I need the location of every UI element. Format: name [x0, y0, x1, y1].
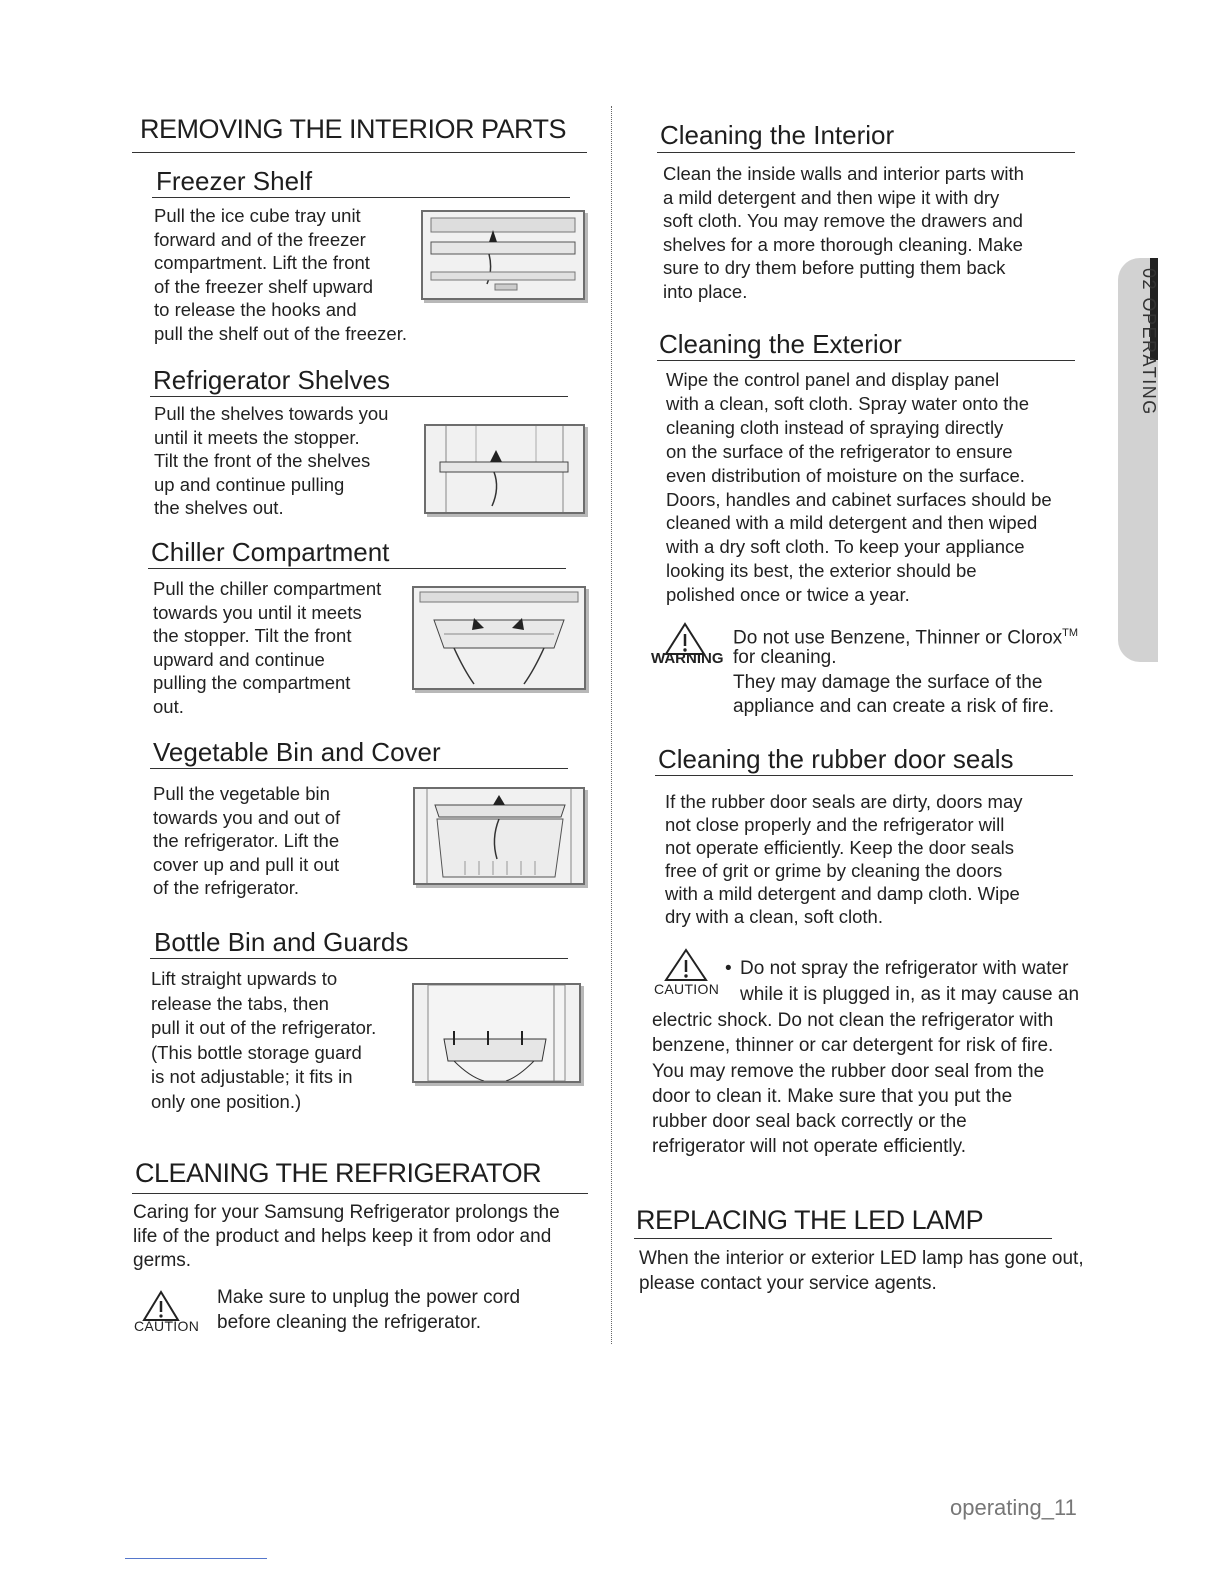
vegetable-bin-illustration: [413, 787, 585, 885]
refrigerator-shelves-illustration: [424, 424, 585, 514]
section-title-cleaning: CLEANING THE REFRIGERATOR: [135, 1158, 542, 1188]
caution-line-2: while it is plugged in, as it may cause an: [740, 984, 1080, 1005]
cleaning-intro-text: Caring for your Samsung Refrigerator prolongs the life of the product and helps keep it from odor and germs.: [133, 1202, 560, 1271]
freezer-shelf-text: Pull the ice cube tray unit forward and of the freezer compartment. Lift the front of the freezer shelf upward to release the hooks and pull the shelf out of the freezer.: [154, 205, 407, 344]
warning-line-3: They may damage the surface of the: [733, 672, 1043, 693]
refrigerator-shelves-heading: Refrigerator Shelves: [153, 365, 390, 395]
cleaning-exterior-heading: Cleaning the Exterior: [659, 329, 902, 359]
caution-label: CAUTION: [134, 1318, 200, 1334]
column-divider: [611, 106, 612, 1344]
warning-line-1: Do not use Benzene, Thinner or Clorox™: [733, 627, 1079, 649]
caution-text: Make sure to unplug the power cord before cleaning the refrigerator.: [217, 1287, 521, 1333]
led-lamp-text: When the interior or exterior LED lamp has gone out, please contact your service agents.: [639, 1248, 1084, 1294]
bottle-bin-text: Lift straight upwards to release the tabs, then pull it out of the refrigerator. (This bottle storage guard is not adjustable; it fits in only one position.): [151, 968, 377, 1112]
caution-text-right: electric shock. Do not clean the refrigerator with benzene, thinner or car detergent for risk of fire. You may remove the rubber door seal from the door to clean it. Make sure that you put the rubber door seal back correctly or the refrigerator will not operate efficiently.: [652, 1010, 1054, 1158]
section-title-led: REPLACING THE LED LAMP: [636, 1205, 984, 1235]
cleaning-exterior-text: Wipe the control panel and display panel with a clean, soft cloth. Spray water onto the cleaning cloth instead of spraying directly on the surface of the refrigerator to ensure even distribution of moisture on the surface. Doors, handles and cabinet surfaces should be cleaned with a mild detergent and then wiped with a dry soft cloth. To keep your appliance looking its best, the exterior should be polished once or twice a year.: [666, 369, 1052, 606]
cleaning-interior-heading: Cleaning the Interior: [660, 120, 895, 150]
vegetable-bin-heading: Vegetable Bin and Cover: [153, 737, 441, 767]
side-tab-label: 02 OPERATING: [1139, 268, 1159, 416]
warning-line-4: appliance and can create a risk of fire.: [733, 696, 1055, 717]
warning-label: WARNING: [651, 650, 724, 667]
footer-line: [125, 1558, 267, 1559]
rubber-seals-heading: Cleaning the rubber door seals: [658, 744, 1014, 774]
caution-label-right: CAUTION: [654, 981, 720, 997]
freezer-shelf-illustration: [421, 210, 585, 300]
cleaning-interior-text: Clean the inside walls and interior parts with a mild detergent and then wipe it with dry soft cloth. You may remove the drawers and shelves for a more thorough cleaning. Make sure to dry them before putting them back into place.: [663, 163, 1024, 302]
caution-line-1: Do not spray the refrigerator with water: [740, 958, 1069, 979]
page-footer: operating_11: [950, 1495, 1077, 1520]
chiller-text: Pull the chiller compartment towards you until it meets the stopper. Tilt the front upward and continue pulling the compartment out.: [153, 578, 382, 717]
freezer-shelf-heading: Freezer Shelf: [156, 166, 313, 196]
rubber-seals-text: If the rubber door seals are dirty, doors may not close properly and the refrigerator will not operate efficiently. Keep the door seals free of grit or grime by cleaning the doors with a mild detergent and damp cloth. Wipe dry with a clean, soft cloth.: [665, 791, 1023, 927]
refrigerator-shelves-text: Pull the shelves towards you until it meets the stopper. Tilt the front of the shelves up and continue pulling the shelves out.: [154, 403, 389, 518]
caution-bullet: •: [725, 958, 732, 979]
vegetable-bin-text: Pull the vegetable bin towards you and out of the refrigerator. Lift the cover up and pull it out of the refrigerator.: [153, 783, 341, 898]
section-title-removing: REMOVING THE INTERIOR PARTS: [140, 114, 567, 144]
caution-icon-right: [664, 948, 708, 982]
chiller-illustration: [412, 586, 586, 690]
bottle-bin-illustration: [412, 983, 581, 1083]
bottle-bin-heading: Bottle Bin and Guards: [154, 927, 409, 957]
chiller-heading: Chiller Compartment: [151, 537, 390, 567]
warning-line-2: for cleaning.: [733, 647, 837, 668]
